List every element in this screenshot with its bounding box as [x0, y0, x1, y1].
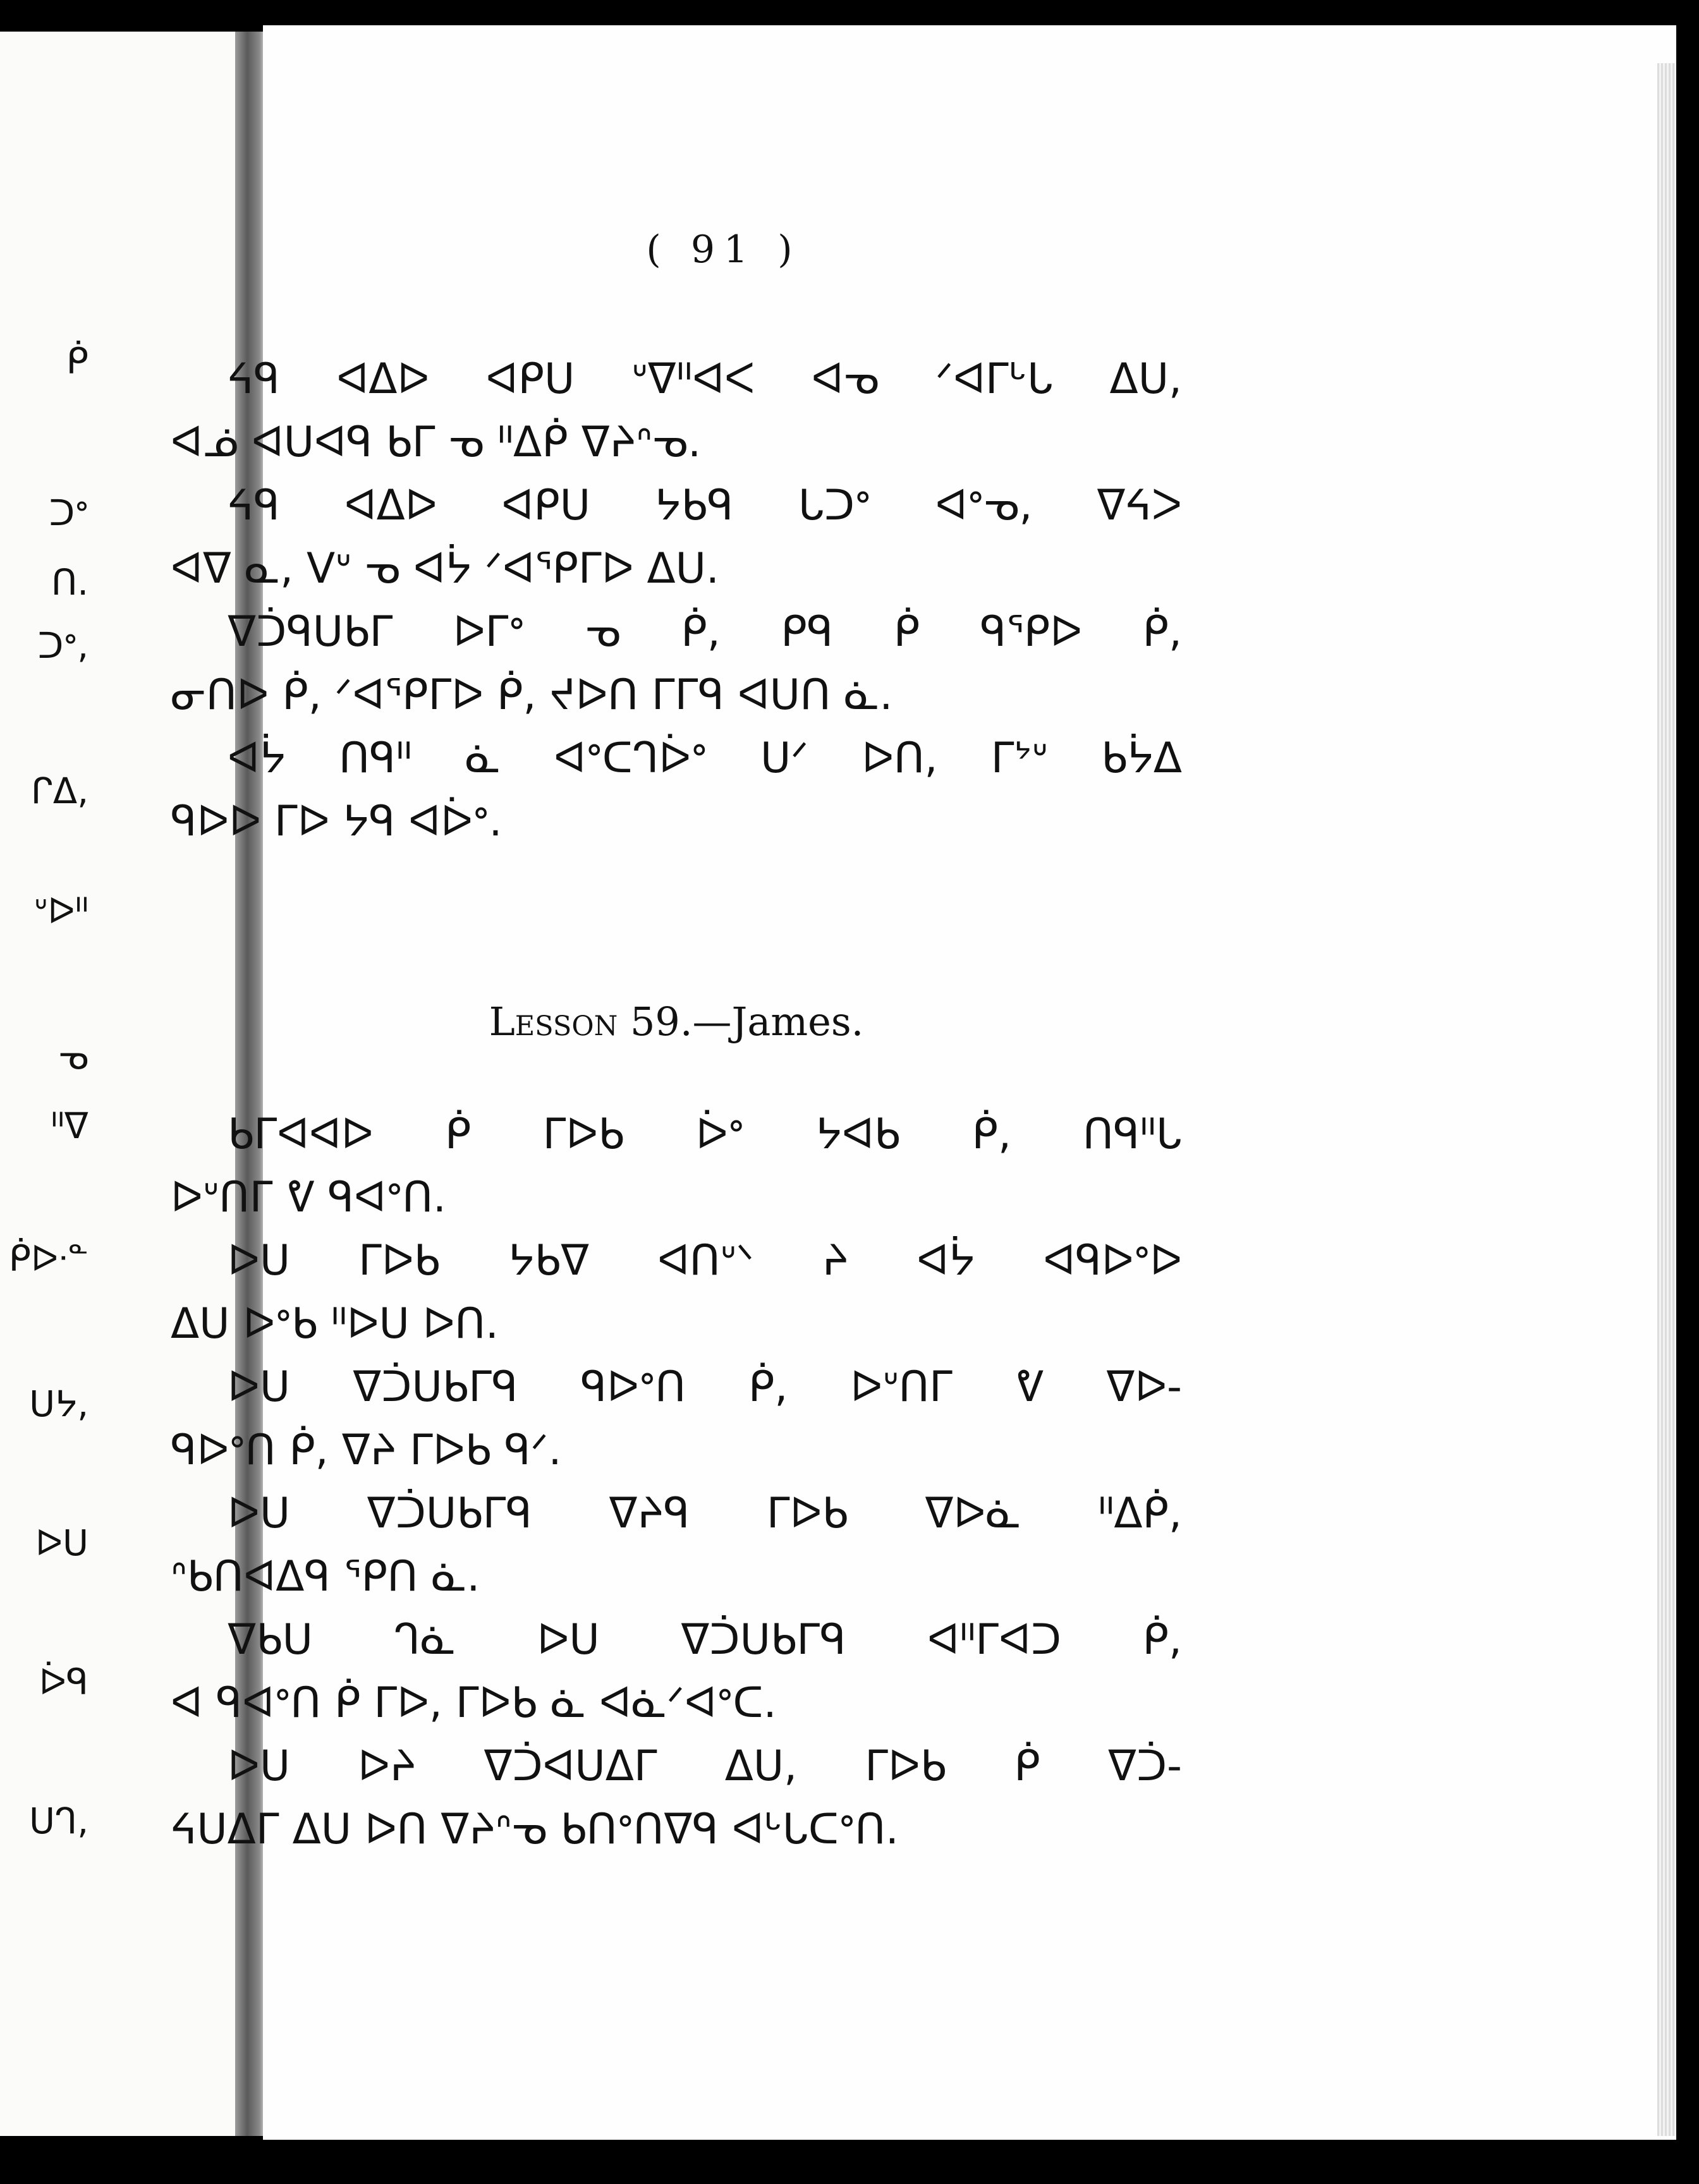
- paragraph-line: ᐅᑌ ᐅᔨ ᐁᑑᐊᑌᐃᒥ ᐃᑌ, ᒥᐅᑲ ᑮ ᐁᑑ-: [228, 1742, 1182, 1790]
- paragraph: [171, 1356, 1182, 1482]
- paragraph-line: ᐅᑌ ᐁᑑᑌᑲᒥᑫ ᑫᐅᐤᑎ ᑮ, ᐅᐡᑎᒥ ᕓ ᐁᐅ-: [228, 1362, 1182, 1411]
- left-page-fragment-text: ᑌᒉ,: [29, 1801, 88, 1842]
- left-page-fragment-text: ᑎ.: [51, 562, 88, 604]
- paragraph-line: ᐊᓅ ᐊᑌᐊᑫ ᑲᒥ ᓀ ᐦᐃᑮ ᐁᔨᐢᓀ.: [171, 418, 702, 466]
- paragraph-line: ᑫᐅᐅ ᒥᐅ ᔭᑫ ᐊᐆᐤ.: [171, 797, 502, 846]
- lesson-heading: [455, 998, 898, 1045]
- paragraph-line: ᑲᒥᐊᐊᐅ ᑮ ᒥᐅᑲ ᐆᐤ ᔭᐊᑲ ᑮ, ᑎᑫᐦᒐ: [228, 1110, 1182, 1158]
- left-page-fragment-text: ᑮᐅᐧᓐ: [8, 1239, 88, 1280]
- paragraph-line: ᓂᑎᐅ ᑮ, ᐟᐊᕿᒥᐅ ᑮ, ᔪᐅᑎ ᒥᒥᑫ ᐊᑌᑎ ᓈ.: [171, 670, 893, 719]
- page-number: ( 91 ): [646, 228, 801, 272]
- paragraph-line: ᔦᑌᐃᒥ ᐃᑌ ᐅᑎ ᐁᔨᐢᓀ ᑲᑎᐤᑎᐁᑫ ᐊᒡᒐᑕᐤᑎ.: [171, 1805, 899, 1853]
- left-page-fragment-text: ᐡᐅᐦ: [33, 891, 88, 932]
- heading-rest: 59.—James.: [618, 998, 864, 1045]
- left-page-fragment-text: ᑐᐤ,: [37, 626, 88, 667]
- paragraph-line: ᐊ ᑫᐊᐤᑎ ᑮ ᒥᐅ, ᒥᐅᑲ ᓈ ᐊᓈᐟᐊᐤᑕ.: [171, 1678, 777, 1727]
- paragraph-line: ᐅᐡᑎᒥ ᕓ ᑫᐊᐤᑎ.: [171, 1173, 446, 1222]
- page-edge: [1657, 63, 1676, 2136]
- heading-small-caps: Lesson: [489, 998, 618, 1045]
- left-page-fragment-text: ᓀ: [58, 1036, 88, 1077]
- paragraph-line: ᐅᑌ ᒥᐅᑲ ᔭᑲᐁ ᐊᑎᐡᐠ ᔨ ᐊᔮ ᐊᑫᐅᐤᐅ: [228, 1236, 1182, 1285]
- paragraph-line: ᐊᐁ ᓇ, ᐯᐡ ᓀ ᐊᔮ ᐟᐊᕿᒥᐅ ᐃᑌ.: [171, 544, 719, 593]
- left-page-fragment-text: ᐅᑌ: [35, 1523, 88, 1564]
- paragraph: [171, 727, 1182, 853]
- paragraph: [171, 600, 1182, 727]
- left-page-fragment-text: ᒋᐃ,: [30, 771, 88, 812]
- left-page-fragment-text: ᑐᐤ: [49, 493, 88, 534]
- paragraph-line: ᔦᑫ ᐊᐃᐅ ᐊᑭᑌ ᔭᑲᑫ ᒐᑐᐤ ᐊᐤᓀ, ᐁᔦᐳ: [228, 481, 1182, 530]
- paragraph-line: ᔦᑫ ᐊᐃᐅ ᐊᑭᑌ ᐡᐁᐦᐊᐸ ᐊᓀ ᐟᐊᒥᒡᒐ ᐃᑌ,: [228, 355, 1182, 403]
- paragraph-line: ᐁᑑᑫᑌᑲᒥ ᐅᒥᐤ ᓀ ᑮ, ᑭᑫ ᑮ ᑫᕿᐅ ᑮ,: [228, 607, 1182, 656]
- left-page-fragment-text: ᑌᔭ,: [29, 1384, 88, 1425]
- paragraph: [171, 1482, 1182, 1608]
- paragraph: [171, 1735, 1182, 1861]
- paragraph: [171, 348, 1182, 474]
- left-page-fragment-text: ᐦᐁ: [51, 1106, 88, 1147]
- paragraph-line: ᑫᐅᐤᑎ ᑮ, ᐁᔨ ᒥᐅᑲ ᑫᐟ.: [171, 1426, 562, 1474]
- paragraph: [171, 1608, 1182, 1735]
- paragraph: [171, 1229, 1182, 1356]
- paragraph: [171, 1103, 1182, 1229]
- paragraph: [171, 474, 1182, 600]
- paragraph-line: ᐅᑌ ᐁᑑᑌᑲᒥᑫ ᐁᔨᑫ ᒥᐅᑲ ᐁᐅᓈ ᐦᐃᑮ,: [228, 1489, 1182, 1538]
- paragraph-line: ᐃᑌ ᐅᐤᑲ ᐦᐅᑌ ᐅᑎ.: [171, 1299, 499, 1348]
- left-page-fragment-text: ᐆᑫ: [39, 1662, 88, 1703]
- left-page-fragment-text: ᑮ: [66, 341, 88, 382]
- paragraph-line: ᐊᔮ ᑎᑫᐦ ᓈ ᐊᐤᑕᒉᐆᐤ ᑌᐟ ᐅᑎ, ᒥᔾᐡ ᑲᔮᐃ: [228, 734, 1182, 782]
- paragraph-line: ᐢᑲᑎᐊᐃᑫ ᕿᑎ ᓈ.: [171, 1552, 480, 1601]
- paragraph-line: ᐁᑲᑌ ᒉᓈ ᐅᑌ ᐁᑑᑌᑲᒥᑫ ᐊᐦᒥᐊᑐ ᑮ,: [228, 1615, 1182, 1664]
